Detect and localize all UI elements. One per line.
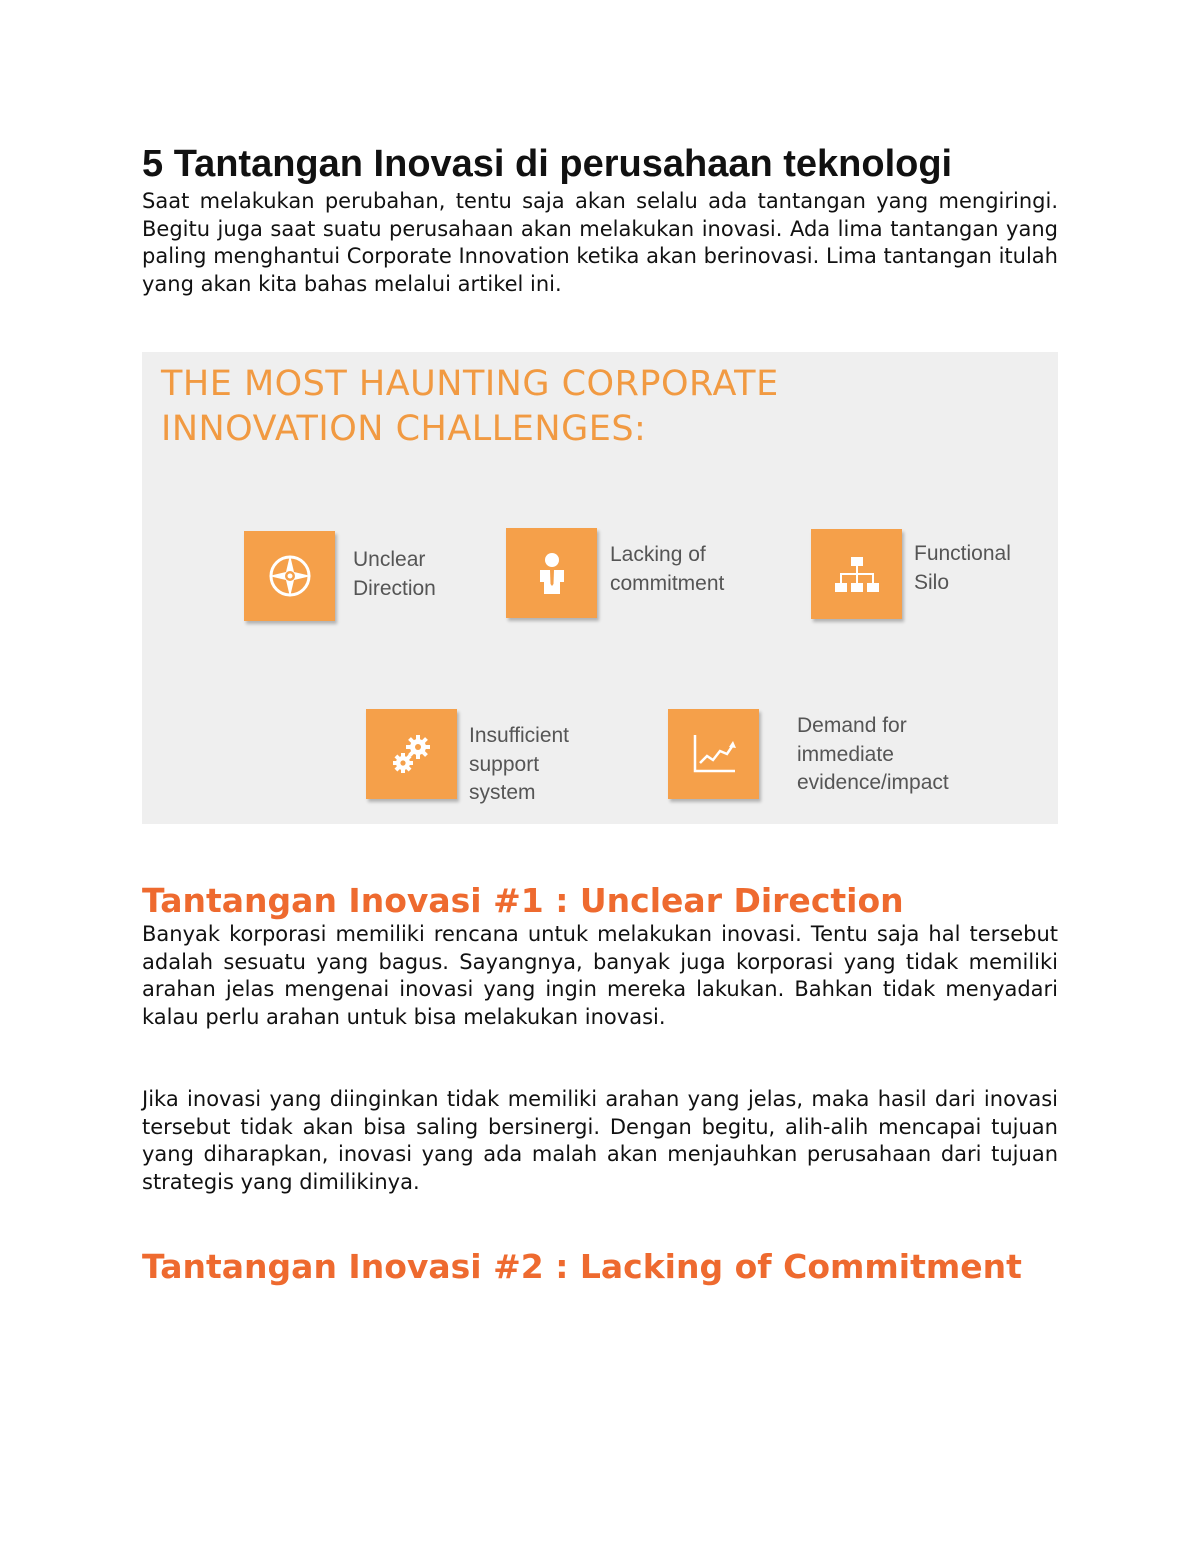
infographic-title-line1: THE MOST HAUNTING CORPORATE — [161, 364, 779, 404]
challenge-label: Functional Silo — [914, 542, 1011, 594]
infographic-title — [161, 362, 1021, 452]
line-chart-icon — [668, 709, 759, 799]
challenge-label: Insufficient support system — [469, 724, 570, 804]
challenge-label: Unclear Direction — [353, 548, 436, 600]
challenge-label: Demand for immediate evidence/impact — [797, 714, 949, 794]
page-title: 5 Tantangan Inovasi di perusahaan teknologi — [142, 143, 953, 185]
org-chart-icon — [811, 529, 902, 619]
section1-paragraph-2: Jika inovasi yang diinginkan tidak memiliki arahan yang jelas, maka hasil dari inovasi tersebut tidak akan bisa saling bersinergi. Dengan begitu, alih-alih mencapai tujuan yang diharapkan, inovasi yang ada malah akan menjauhkan perusahaan dari tujuan strategis yang dimilikinya. — [142, 1087, 1058, 1194]
intro-paragraph: Saat melakukan perubahan, tentu saja akan selalu ada tantangan yang mengiringi. Begitu juga saat suatu perusahaan akan melakukan inovasi. Ada lima tantangan yang paling menghantui Corporate Innovation ketika akan berinovasi. Lima tantangan itulah yang akan kita bahas melalui artikel ini. — [142, 189, 1058, 296]
section-heading-2: Tantangan Inovasi #2 : Lacking of Commitment — [142, 1247, 1022, 1286]
businessman-icon — [506, 528, 597, 618]
challenge-label: Lacking of commitment — [610, 543, 725, 595]
gears-icon — [366, 709, 457, 799]
section1-paragraph-1: Banyak korporasi memiliki rencana untuk melakukan inovasi. Tentu saja hal tersebut adalah sesuatu yang bagus. Sayangnya, banyak juga korporasi yang tidak memiliki arahan jelas mengenai inovasi yang ingin mereka lakukan. Bahkan tidak menyadari kalau perlu arahan untuk bisa melakukan inovasi. — [142, 922, 1058, 1029]
challenges-infographic — [142, 352, 1058, 824]
section-heading-1: Tantangan Inovasi #1 : Unclear Direction — [142, 881, 904, 920]
document-page — [142, 140, 1058, 1287]
infographic-title-line2: INNOVATION CHALLENGES: — [161, 409, 647, 449]
compass-icon — [244, 531, 335, 621]
